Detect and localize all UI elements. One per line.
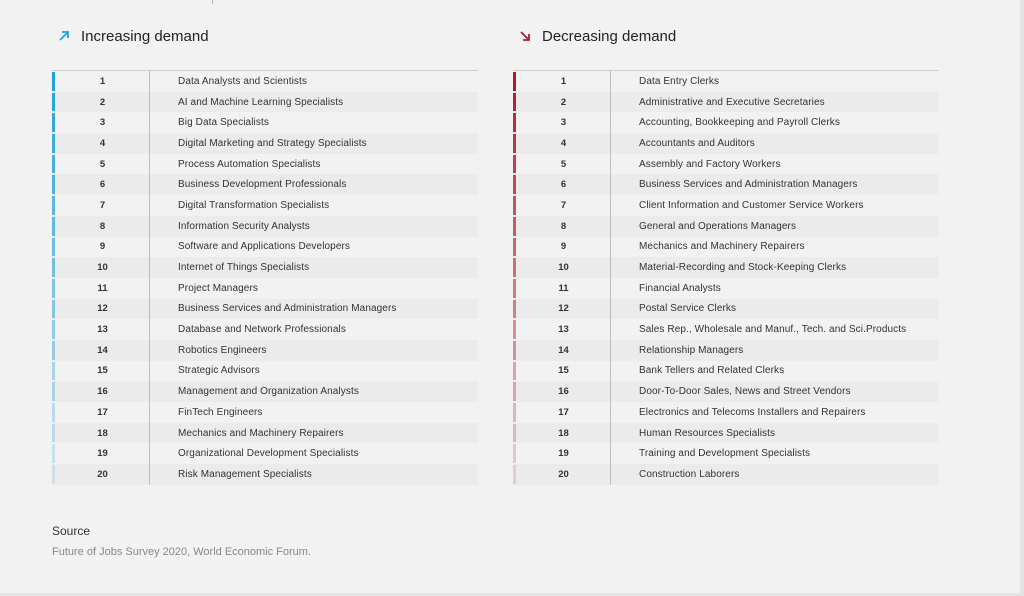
table-row (52, 361, 478, 382)
table-row (513, 299, 939, 320)
job-title: Software and Applications Developers (178, 241, 351, 253)
rank-color-bar (52, 175, 55, 194)
table-row (513, 340, 939, 361)
job-title: Postal Service Clerks (639, 303, 737, 315)
rank-color-bar (513, 300, 516, 319)
table-row (513, 112, 939, 133)
rank-number: 13 (558, 324, 569, 336)
rank-number: 20 (558, 468, 569, 480)
table-row (52, 216, 478, 237)
table-row (513, 92, 939, 113)
table-row (52, 174, 478, 195)
rank-number: 8 (560, 220, 567, 232)
job-title: Business Services and Administration Managers (178, 303, 397, 315)
rank-number: 14 (558, 344, 569, 356)
rank-color-bar (52, 217, 55, 236)
rank-color-bar (513, 403, 516, 422)
job-title: Construction Laborers (639, 468, 740, 480)
rank-number: 15 (97, 365, 108, 377)
increasing-demand-title: Increasing demand (81, 27, 209, 45)
rank-number: 1 (99, 75, 106, 87)
rank-color-bar (52, 424, 55, 443)
top-divider (212, 0, 213, 4)
rank-number: 11 (558, 282, 569, 294)
table-row (52, 154, 478, 175)
job-title: Internet of Things Specialists (178, 262, 310, 274)
table-row (513, 216, 939, 237)
table-row (52, 257, 478, 278)
rank-number: 12 (558, 303, 569, 315)
rank-number: 19 (97, 448, 108, 460)
rank-color-bar (513, 134, 516, 153)
rank-color-bar (513, 465, 516, 484)
job-title: Big Data Specialists (178, 117, 269, 129)
rank-color-bar (513, 258, 516, 277)
table-row (513, 319, 939, 340)
job-title: Robotics Engineers (178, 344, 267, 356)
arrow-down-right-icon (517, 28, 533, 44)
rank-color-bar (52, 196, 55, 215)
table-row (513, 278, 939, 299)
rank-number: 16 (97, 386, 108, 398)
increasing-demand-panel (52, 20, 478, 485)
rank-number: 18 (558, 427, 569, 439)
job-title: Business Development Professionals (178, 179, 347, 191)
rank-color-bar (52, 72, 55, 91)
rank-number: 9 (560, 241, 567, 253)
decreasing-demand-title: Decreasing demand (542, 27, 677, 45)
rank-number: 4 (560, 137, 567, 149)
rank-number: 5 (99, 158, 106, 170)
table-row (52, 71, 478, 92)
table-row (52, 112, 478, 133)
job-title: Process Automation Specialists (178, 158, 321, 170)
rank-number: 14 (97, 344, 108, 356)
job-title: Data Entry Clerks (639, 75, 720, 87)
rank-color-bar (52, 320, 55, 339)
rank-number: 6 (560, 179, 567, 191)
rank-number: 18 (97, 427, 108, 439)
decreasing-demand-table (513, 70, 939, 485)
job-title: Mechanics and Machinery Repairers (178, 427, 344, 439)
table-row (513, 381, 939, 402)
rank-color-bar (52, 279, 55, 298)
job-title: Accountants and Auditors (639, 137, 755, 149)
rank-number: 7 (560, 199, 567, 211)
rank-color-bar (513, 217, 516, 236)
rank-number: 3 (560, 117, 567, 129)
rank-number: 19 (558, 448, 569, 460)
job-title: Strategic Advisors (178, 365, 260, 377)
rank-color-bar (52, 362, 55, 381)
rank-number: 2 (99, 96, 106, 108)
rank-number: 13 (97, 324, 108, 336)
source-block (52, 524, 311, 558)
table-row (513, 237, 939, 258)
rank-color-bar (513, 238, 516, 257)
decreasing-demand-panel (513, 20, 939, 485)
rank-color-bar (52, 134, 55, 153)
rank-number: 5 (560, 158, 567, 170)
rank-number: 3 (99, 117, 106, 129)
rank-color-bar (52, 300, 55, 319)
table-row (52, 423, 478, 444)
job-title: Mechanics and Machinery Repairers (639, 241, 805, 253)
job-title: Accounting, Bookkeeping and Payroll Clerks (639, 117, 840, 129)
rank-number: 15 (558, 365, 569, 377)
job-title: Database and Network Professionals (178, 324, 346, 336)
rank-color-bar (513, 444, 516, 463)
increasing-demand-table (52, 70, 478, 485)
job-title: General and Operations Managers (639, 220, 797, 232)
table-row (513, 174, 939, 195)
table-row (52, 133, 478, 154)
rank-color-bar (513, 424, 516, 443)
table-row (513, 423, 939, 444)
job-title: Administrative and Executive Secretaries (639, 96, 825, 108)
rank-color-bar (513, 72, 516, 91)
increasing-demand-header (52, 20, 478, 52)
rank-color-bar (513, 93, 516, 112)
rank-color-bar (513, 279, 516, 298)
table-row (513, 133, 939, 154)
rank-color-bar (513, 320, 516, 339)
table-row (52, 464, 478, 485)
table-row (52, 319, 478, 340)
job-title: Client Information and Customer Service Workers (639, 199, 864, 211)
job-title: Material-Recording and Stock-Keeping Clerks (639, 262, 847, 274)
job-title: Information Security Analysts (178, 220, 310, 232)
table-row (52, 299, 478, 320)
rank-number: 16 (558, 386, 569, 398)
rank-color-bar (52, 382, 55, 401)
table-row (52, 278, 478, 299)
rank-number: 4 (99, 137, 106, 149)
table-row (513, 154, 939, 175)
rank-color-bar (513, 341, 516, 360)
rank-number: 1 (560, 75, 567, 87)
table-row (52, 237, 478, 258)
source-label: Source (52, 524, 91, 538)
table-row (513, 195, 939, 216)
job-title: Business Services and Administration Managers (639, 179, 858, 191)
rank-number: 9 (99, 241, 106, 253)
rank-color-bar (52, 155, 55, 174)
table-row (52, 443, 478, 464)
rank-color-bar (513, 175, 516, 194)
rank-color-bar (52, 113, 55, 132)
source-text: Future of Jobs Survey 2020, World Economic Forum. (52, 546, 312, 558)
job-title: Project Managers (178, 282, 258, 294)
rank-number: 10 (558, 262, 569, 274)
rank-color-bar (513, 113, 516, 132)
job-title: Financial Analysts (639, 282, 721, 294)
job-title: Organizational Development Specialists (178, 448, 359, 460)
job-title: Assembly and Factory Workers (639, 158, 781, 170)
rank-color-bar (52, 258, 55, 277)
table-row (52, 195, 478, 216)
table-row (513, 402, 939, 423)
table-row (52, 381, 478, 402)
job-title: FinTech Engineers (178, 406, 263, 418)
rank-number: 8 (99, 220, 106, 232)
rank-number: 17 (97, 406, 108, 418)
job-title: Risk Management Specialists (178, 468, 312, 480)
job-title: Electronics and Telecoms Installers and Repairers (639, 406, 866, 418)
job-title: Digital Marketing and Strategy Specialists (178, 137, 367, 149)
rank-color-bar (513, 382, 516, 401)
rank-color-bar (52, 403, 55, 422)
table-row (513, 464, 939, 485)
rank-number: 10 (97, 262, 108, 274)
rank-number: 12 (97, 303, 108, 315)
rank-color-bar (52, 444, 55, 463)
right-edge (1020, 0, 1024, 596)
rank-number: 11 (97, 282, 108, 294)
job-title: Digital Transformation Specialists (178, 199, 330, 211)
arrow-up-right-icon (56, 28, 72, 44)
job-title: Door-To-Door Sales, News and Street Vendors (639, 386, 851, 398)
rank-color-bar (52, 341, 55, 360)
job-title: Bank Tellers and Related Clerks (639, 365, 785, 377)
rank-color-bar (513, 196, 516, 215)
decreasing-demand-header (513, 20, 939, 52)
rank-color-bar (513, 362, 516, 381)
job-title: Data Analysts and Scientists (178, 75, 307, 87)
rank-number: 2 (560, 96, 567, 108)
job-title: AI and Machine Learning Specialists (178, 96, 344, 108)
rank-color-bar (52, 465, 55, 484)
job-title: Relationship Managers (639, 344, 744, 356)
job-title: Sales Rep., Wholesale and Manuf., Tech. and Sci.Products (639, 324, 907, 336)
rank-number: 6 (99, 179, 106, 191)
table-row (513, 443, 939, 464)
rank-color-bar (513, 155, 516, 174)
rank-number: 7 (99, 199, 106, 211)
table-row (513, 71, 939, 92)
rank-color-bar (52, 238, 55, 257)
job-title: Training and Development Specialists (639, 448, 811, 460)
table-row (52, 340, 478, 361)
job-title: Management and Organization Analysts (178, 386, 359, 398)
table-row (513, 257, 939, 278)
rank-number: 20 (97, 468, 108, 480)
rank-color-bar (52, 93, 55, 112)
table-row (52, 402, 478, 423)
job-title: Human Resources Specialists (639, 427, 776, 439)
table-row (513, 361, 939, 382)
table-row (52, 92, 478, 113)
rank-number: 17 (558, 406, 569, 418)
